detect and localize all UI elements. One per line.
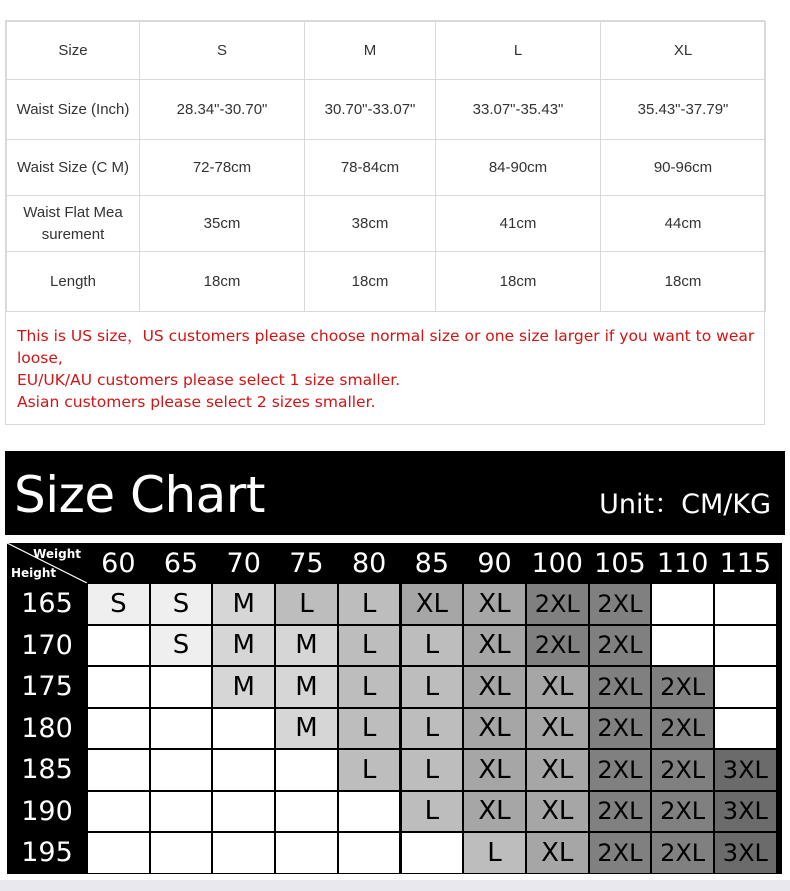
size-cell: 2XL xyxy=(590,709,651,749)
size-note xyxy=(17,325,760,413)
size-cell xyxy=(339,833,400,873)
size-cell: 2XL xyxy=(652,792,713,832)
size-table-header-row xyxy=(7,22,766,80)
height-header-2: 175 xyxy=(7,667,87,707)
size-cell xyxy=(151,709,212,749)
size-cell xyxy=(339,792,400,832)
size-cell: L xyxy=(276,584,337,624)
table-cell: 72-78cm xyxy=(140,140,305,196)
size-cell: XL xyxy=(464,709,525,749)
weight-header-3: 75 xyxy=(276,543,337,583)
table-cell: 35.43"-37.79" xyxy=(601,80,766,140)
note-asia: Asian customers please select 2 sizes smaller. xyxy=(17,393,376,411)
size-cell xyxy=(213,792,274,832)
header-l: L xyxy=(436,22,601,80)
size-cell: L xyxy=(339,750,400,790)
weight-header-1: 65 xyxy=(151,543,212,583)
size-cell: 2XL xyxy=(652,709,713,749)
size-chart-banner xyxy=(5,451,785,535)
table-cell: 90-96cm xyxy=(601,140,766,196)
row-label: Waist Size (Inch) xyxy=(7,80,140,140)
table-cell: 78-84cm xyxy=(305,140,436,196)
unit-label: Unit：CM/KG xyxy=(599,489,771,520)
size-cell: 2XL xyxy=(590,792,651,832)
size-cell: M xyxy=(213,667,274,707)
size-cell: S xyxy=(151,584,212,624)
weight-header-2: 70 xyxy=(213,543,274,583)
table-cell: 44cm xyxy=(601,196,766,252)
size-cell xyxy=(213,833,274,873)
size-cell: M xyxy=(276,626,337,666)
size-cell xyxy=(276,833,337,873)
size-cell: L xyxy=(339,584,400,624)
corner-height-label: Height xyxy=(11,566,57,580)
table-row xyxy=(7,252,766,312)
size-cell: L xyxy=(402,792,463,832)
row-label: Waist Size (C M) xyxy=(7,140,140,196)
size-cell: L xyxy=(464,833,525,873)
table-cell: 30.70"-33.07" xyxy=(305,80,436,140)
height-header-5: 190 xyxy=(7,792,87,832)
height-header-4: 185 xyxy=(7,750,87,790)
size-cell: XL xyxy=(402,584,463,624)
size-cell xyxy=(88,709,149,749)
weight-header-0: 60 xyxy=(88,543,149,583)
weight-header-9: 110 xyxy=(652,543,713,583)
table-cell: 18cm xyxy=(436,252,601,312)
size-cell: 2XL xyxy=(652,667,713,707)
header-xl: XL xyxy=(601,22,766,80)
size-cell: 3XL xyxy=(715,833,776,873)
weight-header-4: 80 xyxy=(339,543,400,583)
size-cell: XL xyxy=(527,709,588,749)
size-cell: 2XL xyxy=(527,626,588,666)
size-cell xyxy=(715,584,776,624)
size-cell xyxy=(715,709,776,749)
size-cell xyxy=(151,833,212,873)
size-cell xyxy=(151,667,212,707)
size-cell xyxy=(151,750,212,790)
row-label: Length xyxy=(7,252,140,312)
size-cell: L xyxy=(402,709,463,749)
size-cell xyxy=(652,626,713,666)
size-cell: XL xyxy=(464,626,525,666)
table-cell: 38cm xyxy=(305,196,436,252)
size-cell xyxy=(88,833,149,873)
header-size: Size xyxy=(7,22,140,80)
corner-weight-label: Weight xyxy=(33,547,81,561)
table-cell: 41cm xyxy=(436,196,601,252)
table-cell: 28.34"-30.70" xyxy=(140,80,305,140)
size-cell: 2XL xyxy=(652,750,713,790)
height-weight-grid xyxy=(7,543,782,874)
row-label: Waist Flat Mea surement xyxy=(7,196,140,252)
size-cell xyxy=(88,667,149,707)
size-cell: 2XL xyxy=(590,584,651,624)
size-cell: 2XL xyxy=(652,833,713,873)
size-cell xyxy=(402,833,463,873)
weight-header-5: 85 xyxy=(402,543,463,583)
size-cell: S xyxy=(151,626,212,666)
size-cell: XL xyxy=(527,667,588,707)
height-header-3: 180 xyxy=(7,709,87,749)
size-cell: 3XL xyxy=(715,792,776,832)
size-table-panel xyxy=(5,20,765,425)
table-cell: 33.07"-35.43" xyxy=(436,80,601,140)
height-header-1: 170 xyxy=(7,626,87,666)
table-cell: 18cm xyxy=(140,252,305,312)
size-cell xyxy=(213,709,274,749)
table-row xyxy=(7,140,766,196)
size-cell: 2XL xyxy=(590,750,651,790)
size-cell xyxy=(715,626,776,666)
size-cell: 2XL xyxy=(590,833,651,873)
size-cell: XL xyxy=(527,750,588,790)
size-cell xyxy=(88,792,149,832)
table-row xyxy=(7,80,766,140)
height-header-6: 195 xyxy=(7,833,87,873)
header-s: S xyxy=(140,22,305,80)
table-cell: 18cm xyxy=(305,252,436,312)
weight-header-10: 115 xyxy=(715,543,776,583)
note-us: This is US size，US customers please choose normal size or one size larger if you want to wear loose, xyxy=(17,327,760,367)
table-cell: 18cm xyxy=(601,252,766,312)
size-cell: L xyxy=(402,750,463,790)
size-cell: L xyxy=(339,709,400,749)
size-cell: 2XL xyxy=(590,626,651,666)
size-cell: 3XL xyxy=(715,750,776,790)
weight-header-6: 90 xyxy=(464,543,525,583)
table-cell: 84-90cm xyxy=(436,140,601,196)
size-cell: XL xyxy=(464,584,525,624)
size-cell xyxy=(213,750,274,790)
size-cell xyxy=(276,792,337,832)
size-table xyxy=(6,21,766,312)
size-cell: L xyxy=(402,626,463,666)
grid-corner xyxy=(7,543,87,583)
header-m: M xyxy=(305,22,436,80)
size-cell xyxy=(276,750,337,790)
size-cell: M xyxy=(276,709,337,749)
size-cell: 2XL xyxy=(590,667,651,707)
size-cell: XL xyxy=(464,792,525,832)
size-cell: M xyxy=(276,667,337,707)
weight-header-7: 100 xyxy=(527,543,588,583)
size-cell: L xyxy=(339,626,400,666)
size-cell: S xyxy=(88,584,149,624)
size-cell: M xyxy=(213,626,274,666)
size-cell: XL xyxy=(464,667,525,707)
size-cell: L xyxy=(402,667,463,707)
table-row xyxy=(7,196,766,252)
size-cell xyxy=(652,584,713,624)
size-cell xyxy=(88,626,149,666)
size-cell: 2XL xyxy=(527,584,588,624)
size-chart-title: Size Chart xyxy=(14,466,265,524)
weight-header-8: 105 xyxy=(590,543,651,583)
size-cell xyxy=(88,750,149,790)
note-eu: EU/UK/AU customers please select 1 size smaller. xyxy=(17,371,401,389)
size-cell xyxy=(151,792,212,832)
size-cell: L xyxy=(339,667,400,707)
size-cell: M xyxy=(213,584,274,624)
table-cell: 35cm xyxy=(140,196,305,252)
size-cell xyxy=(715,667,776,707)
size-cell: XL xyxy=(527,833,588,873)
size-cell: XL xyxy=(527,792,588,832)
size-cell: XL xyxy=(464,750,525,790)
height-header-0: 165 xyxy=(7,584,87,624)
bottom-strip xyxy=(0,880,790,891)
